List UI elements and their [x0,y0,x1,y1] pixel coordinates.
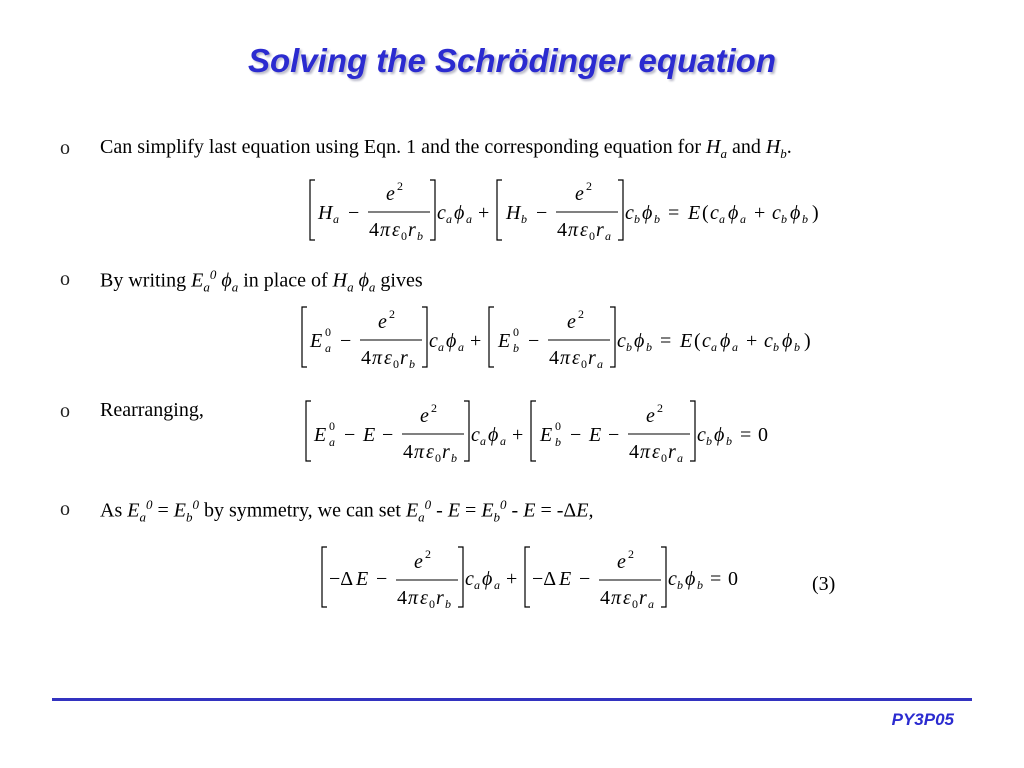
denominator-4: 4 [629,441,639,463]
phi-symbol: ϕ [782,330,793,352]
energy-Ea0: E [310,330,323,352]
equation-1 [300,176,840,246]
bracket-right [690,401,695,461]
subscript: b [626,340,632,354]
bullet-4-sup: 0 [500,497,507,512]
bracket-left [525,547,530,607]
bullet-4-part: - [431,499,448,522]
subscript: b [794,340,800,354]
radius-r: r [408,219,416,241]
plus-sign: + [746,330,758,352]
radius-r: r [400,347,408,369]
coefficient-c: c [465,568,474,590]
subscript: a [732,340,738,354]
subscript: b [802,212,808,226]
bullet-4-var: E [173,499,186,522]
subscript: 0 [435,451,441,465]
subscript: a [500,434,506,448]
pi-symbol: π [560,347,571,369]
subscript: b [634,212,640,226]
bullet-2-text [100,267,423,296]
phi-symbol: ϕ [720,330,731,352]
bracket-right [464,401,469,461]
pi-symbol: π [568,219,579,241]
bullet-4-sub: b [493,509,501,525]
footer-course-code: PY3P05 [891,710,954,729]
numerator-e: e [378,311,387,333]
energy-Ea0: E [314,424,327,446]
phi-symbol: ϕ [454,202,465,224]
bullet-4-text [100,497,593,526]
bracket-left [497,180,502,240]
subscript: b [417,229,423,243]
subscript: b [646,340,652,354]
bullet-2-part: By writing [100,269,192,292]
subscript: a [446,212,452,226]
zero: 0 [728,568,738,590]
equals-sign: = [710,568,722,590]
phi-symbol: ϕ [634,330,645,352]
subscript: a [719,212,725,226]
bracket-right [430,180,435,240]
equation-number: (3) [812,573,836,595]
bullet-1-sub: b [780,146,787,161]
bullet-4-var: E [523,499,536,522]
bullet-1-sub: a [720,146,727,161]
bullet-1-text [100,136,792,162]
bullet-4-var: E [127,499,140,522]
coefficient-c: c [772,202,781,224]
equals-sign: = [660,330,672,352]
exponent: 2 [389,307,395,321]
bullet-2-part: gives [375,269,423,292]
hamiltonian-b: H [506,202,521,224]
denominator-4: 4 [369,219,379,241]
energy-E: E [680,330,693,352]
energy-Eb0: E [498,330,511,352]
denominator-4: 4 [397,587,407,609]
superscript: 0 [555,419,561,433]
exponent: 2 [628,547,634,561]
coefficient-c: c [429,330,438,352]
energy-E: E [688,202,701,224]
subscript: a [648,597,654,611]
numerator-e: e [386,183,395,205]
bracket-left [489,307,494,367]
subscript: 0 [393,357,399,371]
equation-3 [296,399,796,469]
epsilon-symbol: ε [426,441,434,463]
phi-symbol: ϕ [482,568,493,590]
bullet-4-sub: a [139,509,146,525]
energy-Eb0: E [540,424,553,446]
equals-sign: = [740,424,752,446]
bullet-3-part: Rearranging, [100,399,204,421]
pi-symbol: π [611,587,622,609]
bullet-2-sub: a [203,279,210,295]
bullet-2-sub: a [368,279,376,295]
phi-symbol: ϕ [446,330,457,352]
bracket-left [310,180,315,240]
coefficient-c: c [702,330,711,352]
bullet-2-var: ϕ [358,269,369,292]
coefficient-c: c [437,202,446,224]
exponent: 2 [578,307,584,321]
denominator-4: 4 [549,347,559,369]
energy-E: E [363,424,376,446]
bullet-4-part: As [100,499,128,522]
epsilon-symbol: ε [420,587,428,609]
bullet-4-part: = [460,499,482,522]
subscript: a [494,578,500,592]
radius-r: r [668,441,676,463]
epsilon-symbol: ε [580,219,588,241]
subscript: b [521,212,527,226]
bullet-2-part: in place of [238,269,333,292]
bullet-1-var: H [706,136,721,158]
denominator-4: 4 [361,347,371,369]
bullet-2-var: ϕ [221,269,232,292]
minus-sign: − [348,202,360,224]
denominator-4: 4 [557,219,567,241]
minus-sign: − [536,202,548,224]
exponent: 2 [425,547,431,561]
bullet-4-var: E [481,499,494,522]
pi-symbol: π [414,441,425,463]
phi-symbol: ϕ [488,424,499,446]
bullet-4-sup: 0 [424,497,432,512]
subscript: 0 [632,597,638,611]
epsilon-symbol: ε [392,219,400,241]
energy-E: E [589,424,602,446]
coefficient-c: c [668,568,677,590]
subscript: b [555,435,561,449]
coefficient-c: c [697,424,706,446]
bullet-4-sub: b [185,509,193,525]
bracket-left [306,401,311,461]
subscript: a [466,212,472,226]
subscript: b [451,451,457,465]
equation-4 [312,545,772,615]
phi-symbol: ϕ [714,424,725,446]
subscript: a [480,434,486,448]
paren-right: ) [812,202,819,224]
minus-sign: − [340,330,352,352]
denominator-4: 4 [403,441,413,463]
bullet-2-var: H [332,269,348,292]
bracket-right [661,547,666,607]
subscript: a [438,340,444,354]
equation-2 [292,305,832,375]
subscript: a [474,578,480,592]
subscript: a [458,340,464,354]
paren-left: ( [694,330,701,352]
epsilon-symbol: ε [652,441,660,463]
bullet-1-part: Can simplify last equation using Eqn. 1 and the corresponding equation for [100,136,706,158]
pi-symbol: π [640,441,651,463]
coefficient-c: c [617,330,626,352]
numerator-e: e [567,311,576,333]
superscript: 0 [513,325,519,339]
subscript: a [711,340,717,354]
radius-r: r [596,219,604,241]
numerator-e: e [617,551,626,573]
subscript: 0 [589,229,595,243]
superscript: 0 [329,419,335,433]
subscript: 0 [429,597,435,611]
bullet-2-sub: a [347,279,354,295]
subscript: b [781,212,787,226]
coefficient-c: c [471,424,480,446]
numerator-e: e [646,405,655,427]
bullet-3-text [100,399,204,422]
footer-rule [52,698,972,701]
bracket-right [610,307,615,367]
subscript: a [605,229,611,243]
bullet-marker: o [60,268,70,290]
coefficient-c: c [625,202,634,224]
paren-right: ) [804,330,811,352]
bullet-1-part: and [726,136,766,158]
coefficient-c: c [710,202,719,224]
hamiltonian-a: H [318,202,333,224]
equals-sign: = [668,202,680,224]
minus-sign: − [579,568,591,590]
bullet-4-var: E [447,499,461,522]
subscript: 0 [401,229,407,243]
paren-left: ( [702,202,709,224]
epsilon-symbol: ε [572,347,580,369]
bullet-2-sub: a [231,279,239,295]
minus-sign: − [344,424,356,446]
numerator-e: e [420,405,429,427]
subscript: a [325,341,331,355]
numerator-e: e [414,551,423,573]
bullet-4-sub: a [418,509,425,525]
plus-sign: + [470,330,482,352]
epsilon-symbol: ε [623,587,631,609]
bullet-4-sup: 0 [145,497,153,512]
pi-symbol: π [408,587,419,609]
phi-symbol: ϕ [642,202,653,224]
subscript: b [409,357,415,371]
radius-r: r [436,587,444,609]
minus-sign: − [608,424,620,446]
subscript: a [677,451,683,465]
exponent: 2 [397,179,403,193]
plus-sign: + [506,568,518,590]
plus-sign: + [478,202,490,224]
bullet-1-part: . [786,136,792,158]
bullet-4-part: by symmetry, we can set [198,499,406,522]
bullet-4-var: E, [576,499,594,522]
plus-sign: + [512,424,524,446]
bullet-4-sup: 0 [192,497,199,512]
subscript: b [677,578,683,592]
bullet-4-part: - [506,499,524,522]
minus-sign: − [528,330,540,352]
bullet-marker: o [60,137,70,159]
phi-symbol: ϕ [685,568,696,590]
bullet-2-var: E [191,269,204,292]
bullet-4-part: = [152,499,174,522]
epsilon-symbol: ε [384,347,392,369]
bullet-2-sup: 0 [209,267,217,282]
energy-E: E [356,568,369,590]
pi-symbol: π [380,219,391,241]
bracket-right [422,307,427,367]
numerator-e: e [575,183,584,205]
slide-title: Solving the Schrödinger equation [247,42,777,79]
energy-E: E [559,568,572,590]
exponent: 2 [431,401,437,415]
minus-delta: −Δ [329,568,354,590]
subscript: 0 [581,357,587,371]
minus-delta: −Δ [532,568,557,590]
subscript: b [697,578,703,592]
bracket-right [458,547,463,607]
subscript: b [726,434,732,448]
denominator-4: 4 [600,587,610,609]
pi-symbol: π [372,347,383,369]
exponent: 2 [586,179,592,193]
minus-sign: − [376,568,388,590]
exponent: 2 [657,401,663,415]
subscript: b [773,340,779,354]
subscript: a [740,212,746,226]
plus-sign: + [754,202,766,224]
subscript: a [597,357,603,371]
bullet-marker: o [60,498,70,520]
subscript: a [329,435,335,449]
coefficient-c: c [764,330,773,352]
bracket-right [618,180,623,240]
subscript: b [706,434,712,448]
minus-sign: − [570,424,582,446]
bullet-4-part: = -Δ [535,499,577,522]
subscript: 0 [661,451,667,465]
bullet-marker: o [60,400,70,422]
subscript: b [654,212,660,226]
bracket-left [322,547,327,607]
phi-symbol: ϕ [728,202,739,224]
zero: 0 [758,424,768,446]
subscript: b [513,341,519,355]
minus-sign: − [382,424,394,446]
phi-symbol: ϕ [790,202,801,224]
radius-r: r [639,587,647,609]
superscript: 0 [325,325,331,339]
radius-r: r [442,441,450,463]
bullet-1-var: H [765,136,781,158]
subscript: b [445,597,451,611]
bracket-left [531,401,536,461]
subscript: a [333,212,339,226]
bracket-left [302,307,307,367]
radius-r: r [588,347,596,369]
bullet-4-var: E [405,499,419,522]
